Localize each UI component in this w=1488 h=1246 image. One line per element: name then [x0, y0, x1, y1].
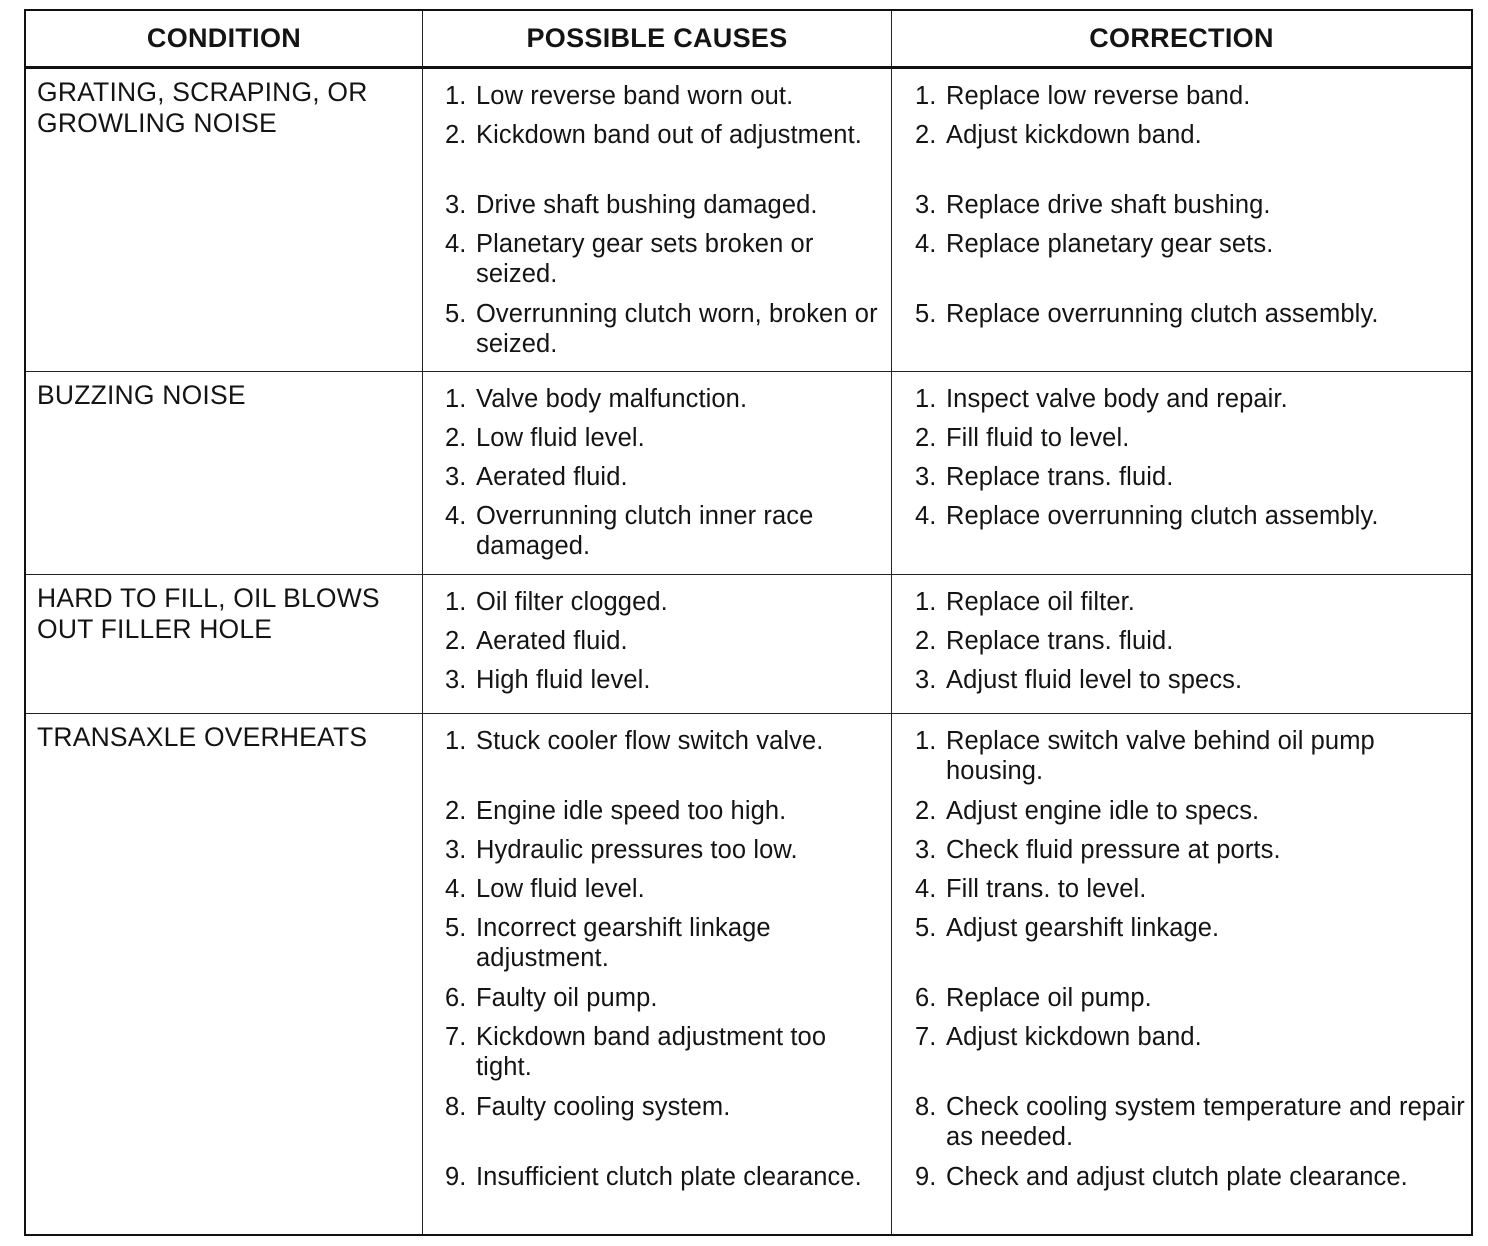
item-text: Adjust engine idle to specs.: [946, 797, 1260, 825]
item-number: 7.: [915, 1023, 937, 1051]
item-number: 1.: [915, 727, 937, 755]
cause-item: [445, 120, 887, 190]
item-number: 2.: [445, 627, 467, 655]
correction-item: [915, 299, 1467, 369]
item-text: High fluid level.: [476, 666, 651, 694]
condition-cell: BUZZING NOISE: [26, 372, 423, 575]
item-number: 8.: [915, 1093, 937, 1121]
cause-item: [445, 913, 887, 983]
item-number: 4.: [915, 502, 937, 530]
causes-list: [423, 575, 891, 704]
cause-item: [445, 81, 887, 120]
item-text: Replace overrunning clutch assembly.: [946, 300, 1379, 328]
item-number: 3.: [445, 191, 467, 219]
item-number: 2.: [915, 797, 937, 825]
item-number: 3.: [445, 666, 467, 694]
item-text: Check and adjust clutch plate clearance.: [946, 1163, 1408, 1191]
troubleshooting-table: [24, 9, 1473, 1236]
possible-causes-cell: [423, 714, 892, 1234]
item-number: 3.: [915, 836, 937, 864]
item-text: Oil filter clogged.: [476, 588, 668, 616]
correction-cell: [892, 714, 1471, 1234]
item-text: Replace planetary gear sets.: [946, 230, 1274, 258]
correction-item: [915, 1162, 1467, 1232]
item-number: 3.: [915, 463, 937, 491]
item-number: 2.: [915, 627, 937, 655]
item-text: Replace oil filter.: [946, 588, 1135, 616]
correction-item: [915, 983, 1467, 1022]
item-number: 1.: [915, 588, 937, 616]
correction-item: [915, 190, 1467, 229]
item-text: Low fluid level.: [476, 424, 645, 452]
correction-cell: [892, 575, 1471, 714]
condition-cell: HARD TO FILL, OIL BLOWS OUT FILLER HOLE: [26, 575, 423, 714]
item-number: 4.: [915, 875, 937, 903]
correction-item: [915, 384, 1467, 423]
item-number: 2.: [915, 424, 937, 452]
correction-cell: [892, 69, 1471, 372]
item-text: Aerated fluid.: [476, 627, 628, 655]
item-number: 4.: [445, 875, 467, 903]
correction-item: [915, 501, 1467, 571]
item-text: Incorrect gearshift linkage adjustment.: [476, 914, 771, 972]
item-text: Drive shaft bushing damaged.: [476, 191, 818, 219]
item-number: 9.: [445, 1163, 467, 1191]
item-number: 4.: [445, 502, 467, 530]
item-number: 6.: [915, 984, 937, 1012]
item-number: 1.: [915, 385, 937, 413]
item-text: Overrunning clutch inner race damaged.: [476, 502, 814, 560]
item-number: 3.: [445, 463, 467, 491]
item-number: 2.: [915, 121, 937, 149]
correction-item: [915, 462, 1467, 501]
cause-item: [445, 983, 887, 1022]
item-text: Check fluid pressure at ports.: [946, 836, 1281, 864]
item-text: Engine idle speed too high.: [476, 797, 787, 825]
cause-item: [445, 501, 887, 571]
correction-item: [915, 796, 1467, 835]
item-text: Replace switch valve behind oil pump housing.: [946, 727, 1375, 785]
item-number: 2.: [445, 424, 467, 452]
item-text: Low reverse band worn out.: [476, 82, 794, 110]
item-number: 1.: [445, 82, 467, 110]
cause-item: [445, 1022, 887, 1092]
correction-item: [915, 1022, 1467, 1092]
cause-item: [445, 796, 887, 835]
cause-item: [445, 1162, 887, 1232]
causes-list: [423, 372, 891, 571]
item-text: Replace oil pump.: [946, 984, 1152, 1012]
item-text: Replace trans. fluid.: [946, 463, 1174, 491]
correction-item: [915, 229, 1467, 299]
cause-item: [445, 835, 887, 874]
item-number: 3.: [445, 836, 467, 864]
header-correction: CORRECTION: [892, 11, 1471, 69]
item-text: Replace overrunning clutch assembly.: [946, 502, 1379, 530]
item-text: Valve body malfunction.: [476, 385, 748, 413]
causes-list: [423, 714, 891, 1232]
item-number: 6.: [445, 984, 467, 1012]
item-text: Overrunning clutch worn, broken or seized.: [476, 300, 878, 358]
item-text: Fill trans. to level.: [946, 875, 1147, 903]
corrections-list: [892, 372, 1471, 571]
item-text: Faulty oil pump.: [476, 984, 658, 1012]
item-number: 7.: [445, 1023, 467, 1051]
correction-item: [915, 120, 1467, 190]
item-number: 2.: [445, 797, 467, 825]
item-number: 5.: [445, 300, 467, 328]
item-number: 1.: [915, 82, 937, 110]
item-text: Adjust fluid level to specs.: [946, 666, 1243, 694]
correction-cell: [892, 372, 1471, 575]
correction-item: [915, 626, 1467, 665]
item-text: Adjust gearshift linkage.: [946, 914, 1220, 942]
item-text: Hydraulic pressures too low.: [476, 836, 798, 864]
item-number: 1.: [445, 727, 467, 755]
cause-item: [445, 299, 887, 369]
possible-causes-cell: [423, 69, 892, 372]
correction-item: [915, 835, 1467, 874]
cause-item: [445, 462, 887, 501]
item-text: Kickdown band out of adjustment.: [476, 121, 862, 149]
condition-cell: GRATING, SCRAPING, OR GROWLING NOISE: [26, 69, 423, 372]
causes-list: [423, 69, 891, 369]
correction-item: [915, 665, 1467, 704]
item-text: Fill fluid to level.: [946, 424, 1130, 452]
header-condition: CONDITION: [26, 11, 423, 69]
item-number: 4.: [915, 230, 937, 258]
correction-item: [915, 913, 1467, 983]
item-text: Inspect valve body and repair.: [946, 385, 1288, 413]
possible-causes-cell: [423, 372, 892, 575]
item-number: 3.: [915, 191, 937, 219]
item-text: Low fluid level.: [476, 875, 645, 903]
corrections-list: [892, 714, 1471, 1232]
item-number: 8.: [445, 1093, 467, 1121]
item-number: 3.: [915, 666, 937, 694]
item-text: Aerated fluid.: [476, 463, 628, 491]
item-number: 1.: [445, 385, 467, 413]
item-number: 4.: [445, 230, 467, 258]
correction-item: [915, 81, 1467, 120]
item-text: Replace trans. fluid.: [946, 627, 1174, 655]
cause-item: [445, 587, 887, 626]
item-text: Insufficient clutch plate clearance.: [476, 1163, 862, 1191]
corrections-list: [892, 69, 1471, 369]
cause-item: [445, 384, 887, 423]
item-number: 9.: [915, 1163, 937, 1191]
cause-item: [445, 665, 887, 704]
correction-item: [915, 874, 1467, 913]
item-number: 5.: [915, 914, 937, 942]
item-number: 5.: [915, 300, 937, 328]
item-text: Stuck cooler flow switch valve.: [476, 727, 824, 755]
correction-item: [915, 726, 1467, 796]
correction-item: [915, 423, 1467, 462]
item-number: 1.: [445, 588, 467, 616]
item-text: Adjust kickdown band.: [946, 1023, 1202, 1051]
correction-item: [915, 587, 1467, 626]
cause-item: [445, 874, 887, 913]
item-text: Replace drive shaft bushing.: [946, 191, 1271, 219]
item-text: Adjust kickdown band.: [946, 121, 1202, 149]
correction-item: [915, 1092, 1467, 1162]
item-number: 2.: [445, 121, 467, 149]
cause-item: [445, 229, 887, 299]
item-text: Kickdown band adjustment too tight.: [476, 1023, 827, 1081]
item-text: Check cooling system temperature and repair as needed.: [946, 1093, 1465, 1151]
possible-causes-cell: [423, 575, 892, 714]
cause-item: [445, 190, 887, 229]
cause-item: [445, 423, 887, 462]
condition-cell: TRANSAXLE OVERHEATS: [26, 714, 423, 1234]
cause-item: [445, 726, 887, 796]
item-text: Planetary gear sets broken or seized.: [476, 230, 814, 288]
item-text: Replace low reverse band.: [946, 82, 1251, 110]
corrections-list: [892, 575, 1471, 704]
cause-item: [445, 626, 887, 665]
item-text: Faulty cooling system.: [476, 1093, 731, 1121]
item-number: 5.: [445, 914, 467, 942]
header-possible-causes: POSSIBLE CAUSES: [423, 11, 892, 69]
cause-item: [445, 1092, 887, 1162]
